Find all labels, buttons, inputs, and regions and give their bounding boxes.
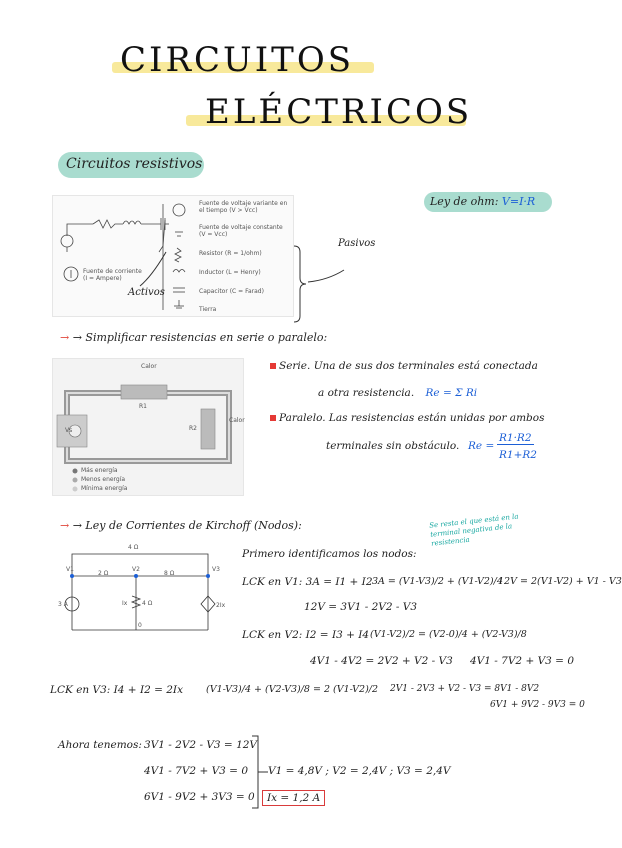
r1-label: R1 <box>139 403 147 410</box>
serie-line1 <box>270 360 538 372</box>
section2-heading: → → Simplificar resistencias en serie o paralelo: <box>60 331 328 344</box>
energy-legend-3: Mínima energía <box>81 485 128 492</box>
serie-formula: Re = Σ Ri <box>425 387 478 399</box>
legend-item-3: Resistor (R = 1/ohm) <box>199 250 262 257</box>
resistor-loop-drawing <box>53 359 243 495</box>
activos-arrow <box>130 250 170 290</box>
legend-item-6: Tierra <box>199 306 217 313</box>
legend-item-5: Capacitor (C = Farad) <box>199 288 264 295</box>
eq3d: 6V1 + 9V2 - 9V3 = 0 <box>490 700 585 710</box>
kirchoff-intro: Primero identificamos los nodos: <box>242 548 417 560</box>
circuit-ix-label: Ix <box>122 600 128 607</box>
node-v3-label: V3 <box>212 566 220 573</box>
eq2d: 4V1 - 7V2 + V3 = 0 <box>470 655 575 667</box>
ix-result: Ix = 1,2 A <box>262 790 325 806</box>
system-eq2: 4V1 - 7V2 + V3 = 0 <box>144 765 249 777</box>
serie-text2: a otra resistencia. <box>318 387 415 399</box>
kirchoff-circuit-drawing <box>58 540 228 640</box>
activos-label: Activos <box>128 287 165 298</box>
ohm-label-text: Ley de ohm: <box>430 195 499 208</box>
circuit-r8-label: 8 Ω <box>164 570 175 577</box>
page-title-line1: CIRCUITOS <box>120 40 354 80</box>
circuit-symbols-figure <box>52 195 294 317</box>
section3-heading-text: → Ley de Corrientes de Kirchoff (Nodos): <box>72 519 302 532</box>
energy-legend-1: Más energía <box>81 467 118 474</box>
current-source-label: Fuente de corriente (I = Ampere) <box>83 268 142 282</box>
circuit-r4b-label: 4 Ω <box>142 600 153 607</box>
system-eq3: 6V1 - 9V2 + 3V3 = 0 <box>144 791 255 803</box>
eq1a: LCK en V1: 3A = I1 + I2 <box>242 576 373 588</box>
serie-line2 <box>318 387 477 399</box>
paralelo-text1: Las resistencias están unidas por ambos <box>328 412 545 424</box>
paralelo-line1 <box>270 412 544 424</box>
legend-item-1: Fuente de voltaje variante en el tiempo (V > Vcc) <box>199 200 288 214</box>
paralelo-formula-lhs: Re = <box>468 440 495 452</box>
system-intro: Ahora tenemos: <box>58 739 142 751</box>
r2-label: R2 <box>189 425 197 432</box>
legend-item-4: Inductor (L = Henry) <box>199 269 261 276</box>
circuit-r2-label: 2 Ω <box>98 570 109 577</box>
serie-label: Serie. <box>279 360 311 372</box>
paralelo-line2: terminales sin obstáculo. <box>326 440 460 452</box>
system-solution: V1 = 4,8V ; V2 = 2,4V ; V3 = 2,4V <box>268 765 451 777</box>
circuit-zero-label: 0 <box>138 622 142 629</box>
calor-top-label: Calor <box>141 363 157 370</box>
kirchoff-note: Se resta el que está en la terminal negativa de la resistencia <box>428 512 519 548</box>
eq2c: 4V1 - 4V2 = 2V2 + V2 - V3 <box>310 655 453 667</box>
pasivos-bracket <box>290 240 350 320</box>
eq3b: (V1-V3)/4 + (V2-V3)/8 = 2 (V1-V2)/2 <box>206 684 379 695</box>
kirchoff-circuit-figure <box>58 540 228 640</box>
system-eq1: 3V1 - 2V2 - V3 = 12V <box>144 739 258 751</box>
eq2b: (V1-V2)/2 = (V2-0)/4 + (V2-V3)/8 <box>370 629 527 640</box>
ohm-law-label <box>430 195 535 208</box>
eq3c: 2V1 - 2V3 + V2 - V3 = 8V1 - 8V2 <box>390 684 540 694</box>
eq3a: LCK en V3: I4 + I2 = 2Ix <box>50 684 183 696</box>
eq1c: 12V = 2(V1-V2) + V1 - V3 <box>498 576 622 587</box>
paralelo-formula-den: R1+R2 <box>499 449 537 461</box>
section2-heading-text: → Simplificar resistencias en serie o paralelo: <box>72 331 328 344</box>
node-v2-label: V2 <box>132 566 140 573</box>
paralelo-label: Paralelo. <box>279 412 326 424</box>
eq1d: 12V = 3V1 - 2V2 - V3 <box>304 601 418 613</box>
section-heading-resistivos: Circuitos resistivos <box>66 156 203 172</box>
paralelo-formula-num: R1·R2 <box>499 432 532 444</box>
legend-item-2: Fuente de voltaje constante (V = Vcc) <box>199 224 283 238</box>
energy-legend-2: Menos energía <box>81 476 126 483</box>
vs-label: Vs <box>65 427 73 434</box>
circuit-r4-label: 4 Ω <box>128 544 139 551</box>
section3-heading: → → Ley de Corrientes de Kirchoff (Nodos): <box>60 519 302 532</box>
circuit-ctrl-label: 2Ix <box>216 602 226 609</box>
series-parallel-figure <box>52 358 244 496</box>
eq1b: 3A = (V1-V3)/2 + (V1-V2)/4 <box>372 576 503 587</box>
eq2a: LCK en V2: I2 = I3 + I4 <box>242 629 370 641</box>
pasivos-label: Pasivos <box>338 238 376 249</box>
circuit-src-label: 3 A <box>58 601 68 608</box>
page-title-line2: ELÉCTRICOS <box>205 92 473 132</box>
ohm-formula: V=I·R <box>501 195 536 208</box>
serie-text1: Una de sus dos terminales está conectada <box>313 360 538 372</box>
node-v1-label: V1 <box>66 566 74 573</box>
calor-side-label: Calor <box>229 417 245 424</box>
